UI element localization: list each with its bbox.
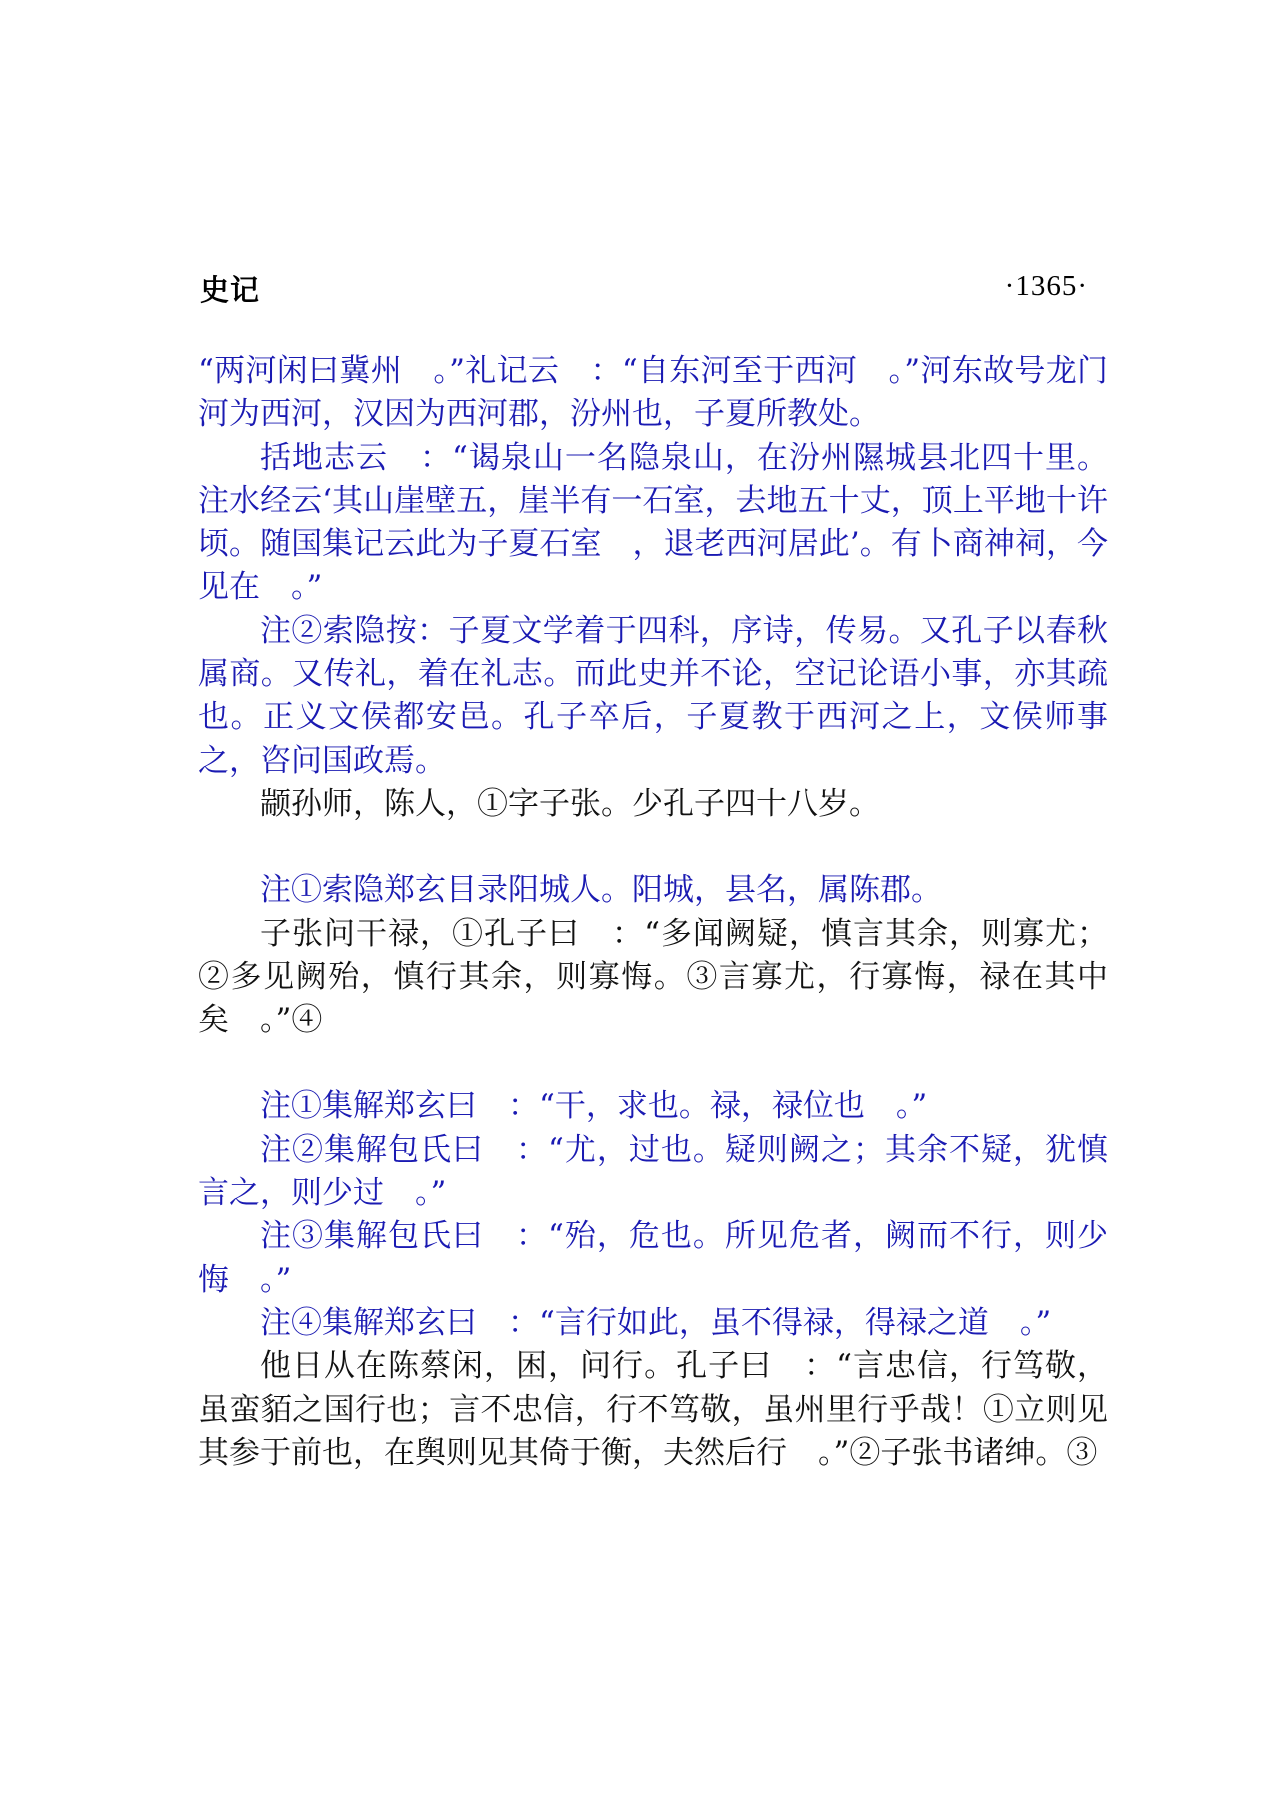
paragraph-note: 注①索隐郑玄目录阳城人。阳城，县名，属陈郡。 [260,872,942,909]
paragraph-note: 注①集解郑玄曰 ：“干，求也。禄，禄位也 。” [260,1088,928,1125]
paragraph-spacer [198,826,1108,869]
paragraph-main-text: 颛孙师，陈人，①字子张。少孔子四十八岁。 [260,785,880,822]
paragraph-main-text: 子张问干禄，①孔子曰 ：“多闻阙疑，慎言其余，则寡尤；②多见阙殆，慎行其余，则寡悔。③言寡尤，行寡悔，禄在其中矣 。”④ [198,915,1108,1039]
paragraph-spacer [198,1042,1108,1085]
paragraph-main-text: 他日从在陈蔡闲，困，问行。孔子曰 ：“言忠信，行笃敬，虽蛮貊之国行也；言不忠信，行不笃敬，虽州里行乎哉！①立则见其参于前也，在舆则见其倚于衡，夫然后行 。”②子张书诸绅。③ [198,1348,1108,1471]
paragraph-note: 注②索隐按：子夏文学着于四科，序诗，传易。又孔子以春秋属商。又传礼，着在礼志。而此史并不论，空记论语小事，亦其疏也。正义文侯都安邑。孔子卒后，子夏教于西河之上，文侯师事之，咨问国政焉。 [198,612,1108,779]
paragraph-note: 注④集解郑玄曰 ：“言行如此，虽不得禄，得禄之道 。” [260,1304,1052,1341]
page-number: ·1365· [1004,270,1088,302]
body-text [198,350,1108,1475]
paragraph-note: 注②集解包氏曰 ：“尤，过也。疑则阙之；其余不疑，犹慎言之，则少过 。” [198,1131,1108,1212]
paragraph-note: 注③集解包氏曰 ：“殆，危也。所见危者，阙而不行，则少悔 。” [198,1218,1108,1298]
running-header-title: 史记 [200,273,261,307]
paragraph-commentary: 括地志云 ：“谒泉山一名隐泉山，在汾州隰城县北四十里。注水经云‘其山崖壁五，崖半有一石室，去地五十丈，顶上平地十许顷。随国集记云此为子夏石室 ，退老西河居此’。有卜商神祠，今见在 。” [198,439,1108,606]
paragraph-commentary: “两河闲曰冀州 。”礼记云 ：“自东河至于西河 。”河东故号龙门河为西河，汉因为西河郡，汾州也，子夏所教处。 [198,353,1108,433]
